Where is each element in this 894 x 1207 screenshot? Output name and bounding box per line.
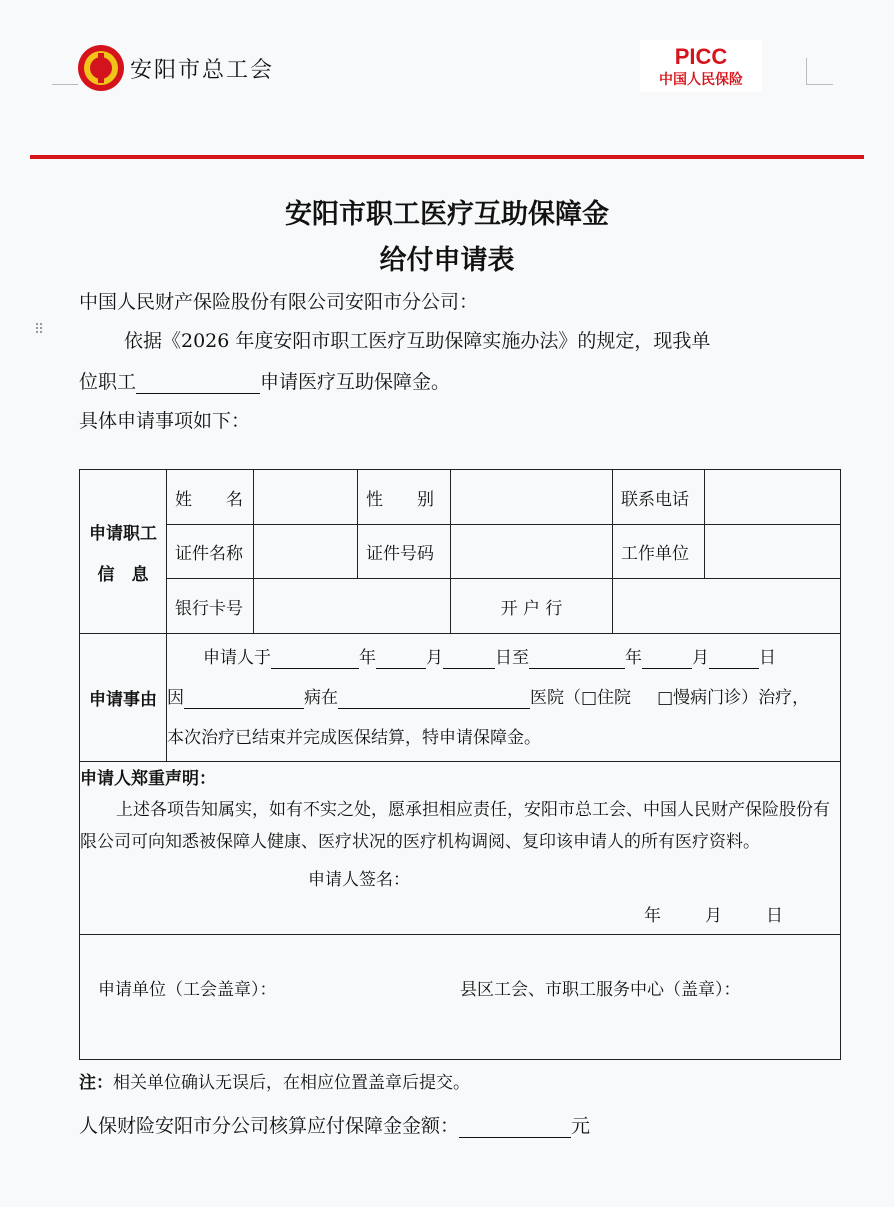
phone-field[interactable] bbox=[705, 470, 841, 525]
intro-text-b: 申请医疗互助保障金。 bbox=[260, 371, 451, 393]
form-title-line2: 给付申请表 bbox=[379, 245, 515, 276]
reason-text: 因 bbox=[167, 687, 184, 708]
bank-card-label: 银行卡号 bbox=[167, 579, 254, 634]
declaration-title: 申请人郑重声明： bbox=[80, 769, 216, 789]
reason-cell bbox=[167, 634, 841, 762]
bank-card-field[interactable] bbox=[254, 579, 451, 634]
hospital-blank[interactable] bbox=[338, 686, 530, 709]
county-union-seal-label: 县区工会、市职工服务中心（盖章）： bbox=[460, 980, 741, 1000]
reason-line-3: 本次治疗已结束并完成医保结算，特申请保障金。 bbox=[167, 727, 541, 748]
footnote bbox=[79, 1068, 470, 1093]
employer-field[interactable] bbox=[705, 525, 841, 579]
disease-blank[interactable] bbox=[184, 686, 304, 709]
reason-text: 年 bbox=[359, 647, 376, 668]
end-month-blank[interactable] bbox=[642, 646, 692, 669]
reason-text: 月 bbox=[426, 647, 443, 668]
header-divider bbox=[30, 155, 864, 159]
name-field[interactable] bbox=[254, 470, 358, 525]
bank-field[interactable] bbox=[613, 579, 841, 634]
bank-label: 开 户 行 bbox=[451, 579, 613, 634]
note-prefix: 注： bbox=[79, 1073, 113, 1093]
reason-text: 日 bbox=[759, 647, 776, 668]
application-form-table bbox=[79, 469, 841, 1060]
reason-text: 病在 bbox=[304, 687, 338, 708]
end-day-blank[interactable] bbox=[709, 646, 759, 669]
intro-paragraph-line1: 依据《2026 年度安阳市职工医疗互助保障实施办法》的规定，现我单 bbox=[124, 330, 711, 352]
union-emblem-icon bbox=[78, 45, 124, 91]
reason-text: 医院（ bbox=[530, 687, 581, 708]
reason-line-1 bbox=[167, 638, 840, 678]
inpatient-checkbox[interactable]: □住院 bbox=[581, 687, 632, 708]
chronic-outpatient-checkbox[interactable]: □慢病门诊）治疗， bbox=[657, 687, 810, 708]
start-year-blank[interactable] bbox=[271, 646, 359, 669]
start-month-blank[interactable] bbox=[376, 646, 426, 669]
date-month-label: 月 bbox=[705, 906, 722, 926]
signature-label: 申请人签名： bbox=[308, 870, 410, 890]
applicant-info-header bbox=[80, 470, 167, 634]
picc-mark: PICC bbox=[674, 44, 728, 69]
date-year-label: 年 bbox=[644, 906, 661, 926]
applicant-info-header-line1: 申请职工 bbox=[89, 523, 157, 544]
reason-text: 月 bbox=[692, 647, 709, 668]
employer-label: 工作单位 bbox=[613, 525, 705, 579]
declaration-date bbox=[644, 898, 840, 934]
id-number-field[interactable] bbox=[451, 525, 613, 579]
declaration-text: 上述各项告知属实，如有不实之处，愿承担相应责任，安阳市总工会、中国人民财产保险股份有限公司可向知悉被保障人健康、医疗状况的医疗机构调阅、复印该申请人的所有医疗资料。 bbox=[80, 800, 830, 852]
id-type-label: 证件名称 bbox=[167, 525, 254, 579]
applicant-info-header-line2: 信 息 bbox=[97, 564, 149, 585]
reason-text: 年 bbox=[625, 647, 642, 668]
applicant-unit-seal-label: 申请单位（工会盖章）： bbox=[98, 980, 277, 1000]
corner-mark-top-right bbox=[806, 58, 833, 85]
reason-text: 日至 bbox=[495, 647, 529, 668]
form-title-line1: 安阳市职工医疗互助保障金 bbox=[285, 199, 609, 230]
gender-field[interactable] bbox=[451, 470, 613, 525]
final-amount-line bbox=[79, 1111, 590, 1138]
date-day-label: 日 bbox=[766, 906, 783, 926]
employee-name-blank[interactable] bbox=[136, 373, 260, 394]
phone-label: 联系电话 bbox=[613, 470, 705, 525]
intro-paragraph-line2 bbox=[79, 367, 450, 394]
items-intro: 具体申请事项如下： bbox=[79, 410, 251, 432]
reason-header: 申请事由 bbox=[80, 634, 167, 762]
final-amount-unit: 元 bbox=[571, 1115, 591, 1137]
final-amount-label: 人保财险安阳市分公司核算应付保障金金额： bbox=[79, 1115, 460, 1137]
picc-name: 中国人民保险 bbox=[659, 72, 743, 88]
union-org-name: 安阳市总工会 bbox=[130, 57, 275, 83]
start-day-blank[interactable] bbox=[443, 646, 495, 669]
addressee: 中国人民财产保险股份有限公司安阳市分公司： bbox=[79, 291, 479, 313]
note-text: 相关单位确认无误后，在相应位置盖章后提交。 bbox=[113, 1073, 470, 1093]
declaration-cell bbox=[80, 762, 841, 935]
drag-handle-icon[interactable]: ⠿ bbox=[34, 322, 45, 338]
reason-text: 申请人于 bbox=[203, 647, 271, 668]
reason-line-2 bbox=[167, 678, 840, 718]
seal-cell bbox=[80, 935, 841, 1060]
union-logo bbox=[78, 43, 274, 93]
picc-logo bbox=[640, 40, 762, 92]
gender-label: 性 别 bbox=[358, 470, 451, 525]
final-amount-blank[interactable] bbox=[459, 1117, 571, 1138]
id-type-field[interactable] bbox=[254, 525, 358, 579]
id-number-label: 证件号码 bbox=[358, 525, 451, 579]
name-label: 姓 名 bbox=[167, 470, 254, 525]
intro-text-a: 位职工 bbox=[79, 371, 137, 393]
corner-mark-top-left bbox=[52, 58, 78, 85]
end-year-blank[interactable] bbox=[529, 646, 625, 669]
